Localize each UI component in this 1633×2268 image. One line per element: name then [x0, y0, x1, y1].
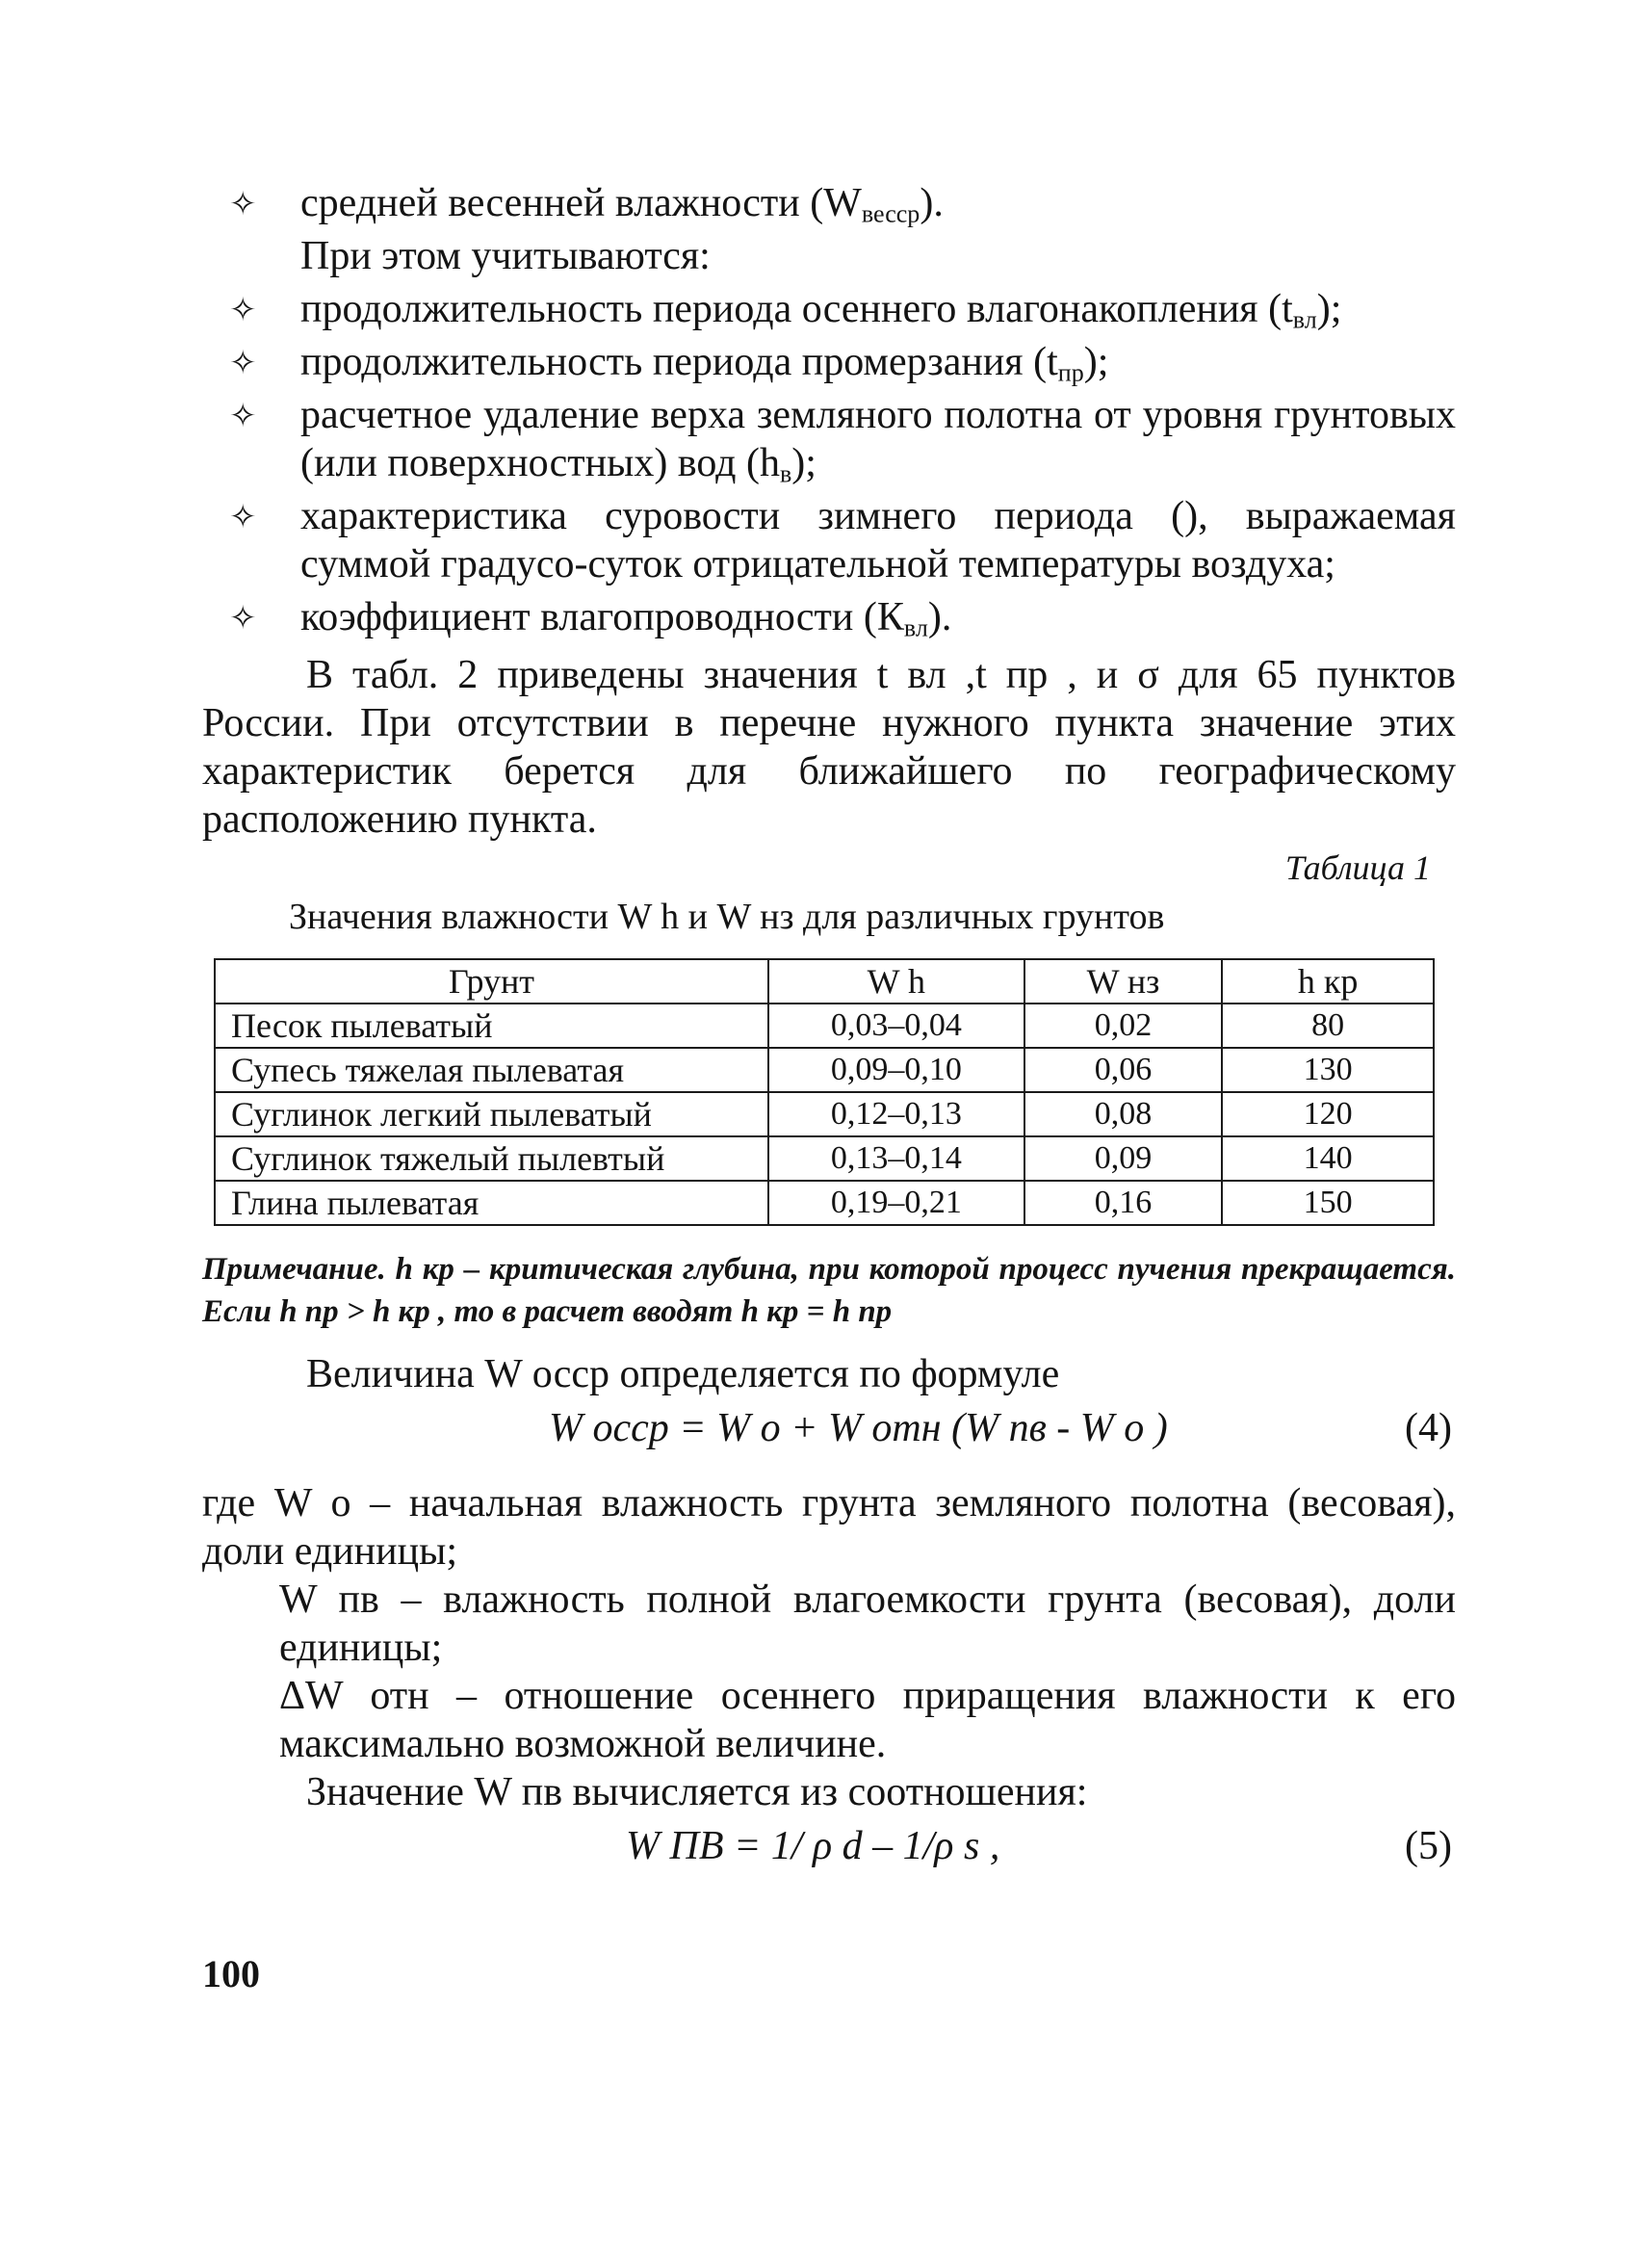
formula4-intro: Величина W оссp определяется по формуле: [306, 1352, 1060, 1396]
body-paragraph: В табл. 2 приведены значения t вл ,t пр , и σ для 65 пунктов России. При отсутствии в перечне нужного пункта значение этих характеристик берется для ближайшего по географическому расположению пункта.: [202, 653, 1456, 842]
bullet-text: расчетное удаление верха земляного полотна от уровня грунтовых (или поверхностных) вод (h: [300, 393, 1456, 485]
equation-number-4: (4): [1405, 1406, 1452, 1450]
table-label: Таблица 1: [1284, 848, 1431, 887]
soil-cell: Супесь тяжелая пылеватая: [215, 1048, 768, 1092]
diamond-bullet-icon: ✧: [229, 399, 257, 434]
formula5-line: [202, 1822, 1456, 1884]
definition-dwotn: ΔW отн – отношение осеннего приращения влажности к его максимально возможной величине.: [279, 1674, 1456, 1766]
value-cell: 0,03–0,04: [768, 1004, 1024, 1048]
table-note: Примечание. h кр – критическая глубина, при которой процесс пучения прекращается. Если h пр > h кр , то в расчет вводят h кр = h пр: [202, 1252, 1456, 1329]
definition-wpv: W пв – влажность полной влагоемкости грунта (весовая), доли единицы;: [279, 1577, 1456, 1670]
diamond-bullet-icon: ✧: [229, 346, 257, 381]
value-cell: 0,09: [1024, 1136, 1223, 1181]
bullet-text: продолжительность периода промерзания (t: [300, 340, 1058, 384]
table-caption: Значения влажности W h и W нз для различных грунтов: [289, 897, 1165, 937]
value-cell: 150: [1222, 1181, 1434, 1225]
subscript: вессp: [861, 199, 920, 228]
diamond-bullet-icon: ✧: [229, 293, 257, 328]
header-cell: W h: [768, 959, 1024, 1004]
bullet-list: [223, 179, 1456, 646]
table-row: [215, 1181, 1434, 1225]
value-cell: 0,16: [1024, 1181, 1223, 1225]
value-cell: 0,02: [1024, 1004, 1223, 1048]
formula5: W ПВ = 1/ ρ d – 1/ρ s ,: [626, 1824, 1000, 1868]
bullet-item: [223, 492, 1456, 588]
bullet-text: продолжительность периода осеннего влагонакопления (t: [300, 287, 1293, 331]
bullet-item: [223, 391, 1456, 487]
table-row: [215, 1136, 1434, 1181]
diamond-bullet-icon: ✧: [229, 187, 257, 222]
soil-cell: Глина пылеватая: [215, 1181, 768, 1225]
soil-cell: Суглинок тяжелый пылевтый: [215, 1136, 768, 1181]
bullet-item: [223, 593, 1456, 641]
header-cell: Грунт: [215, 959, 768, 1004]
value-cell: 120: [1222, 1092, 1434, 1136]
definition-w0: где W o – начальная влажность грунта земляного полотна (весовая), доли единицы;: [202, 1481, 1456, 1574]
bullet-tail: ).: [927, 595, 952, 639]
soil-moisture-table: [214, 958, 1435, 1226]
value-cell: 0,19–0,21: [768, 1181, 1024, 1225]
bullet-tail: );: [1316, 287, 1342, 331]
bullet-item: [223, 338, 1456, 386]
bullet-item: [223, 285, 1456, 333]
formula4: W оссp = W o + W отн (W пв - W o ): [549, 1406, 1168, 1450]
soil-cell: Суглинок легкий пылеватый: [215, 1092, 768, 1136]
table-row: [215, 1004, 1434, 1048]
equation-number-5: (5): [1405, 1824, 1452, 1868]
value-cell: 80: [1222, 1004, 1434, 1048]
bullet-text: средней весенней влажности (W: [300, 181, 862, 225]
value-cell: 140: [1222, 1136, 1434, 1181]
header-cell: W нз: [1024, 959, 1223, 1004]
bullet-item: [223, 179, 1456, 227]
table-header-row: [215, 959, 1434, 1004]
intro-line: При этом учитываются:: [300, 234, 711, 278]
value-cell: 130: [1222, 1048, 1434, 1092]
subscript: в: [780, 459, 792, 488]
value-cell: 0,08: [1024, 1092, 1223, 1136]
formula5-intro: Значение W пв вычисляется из соотношения:: [306, 1770, 1088, 1814]
formula-section: [202, 1350, 1456, 1897]
diamond-bullet-icon: ✧: [229, 500, 257, 535]
subscript: вл: [903, 613, 928, 642]
bullet-text: характеристика суровости зимнего периода (), выражаемая суммой градусо-суток отрицательной температуры воздуха;: [300, 494, 1456, 587]
page-number: 100: [202, 1952, 260, 1995]
table-row: [215, 1092, 1434, 1136]
bullet-tail: );: [791, 441, 816, 485]
bullet-text: коэффициент влагопроводности (К: [300, 595, 904, 639]
bullet-tail: );: [1083, 340, 1109, 384]
value-cell: 0,12–0,13: [768, 1092, 1024, 1136]
value-cell: 0,06: [1024, 1048, 1223, 1092]
diamond-bullet-icon: ✧: [229, 601, 257, 637]
subscript: вл: [1292, 305, 1317, 334]
table-row: [215, 1048, 1434, 1092]
formula4-line: [202, 1404, 1456, 1466]
subscript: пр: [1057, 358, 1084, 387]
value-cell: 0,13–0,14: [768, 1136, 1024, 1181]
value-cell: 0,09–0,10: [768, 1048, 1024, 1092]
bullet-tail: ).: [920, 181, 944, 225]
soil-cell: Песок пылеватый: [215, 1004, 768, 1048]
header-cell: h кр: [1222, 959, 1434, 1004]
